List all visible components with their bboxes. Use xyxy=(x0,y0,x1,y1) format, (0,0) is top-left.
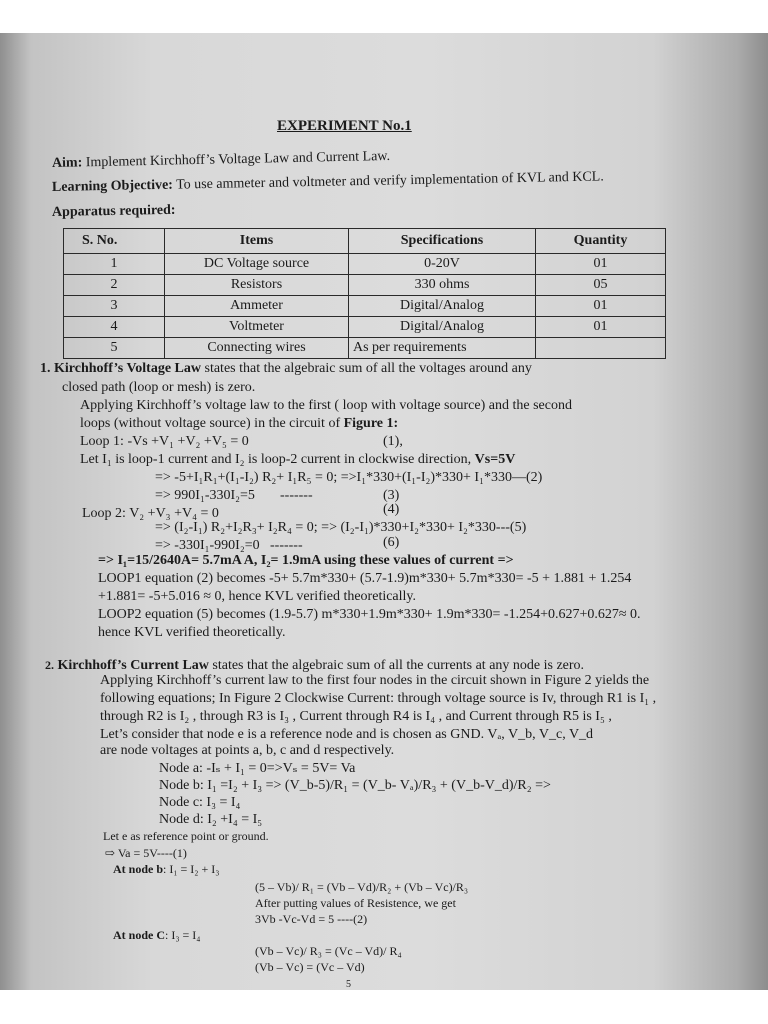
cell-spec: Digital/Analog xyxy=(349,296,536,317)
table-row xyxy=(64,317,666,338)
loop1-equation: Loop 1: -Vs +V₁ +V₂ +V₅ = 0 xyxy=(80,434,249,449)
kvl-number: 1. xyxy=(40,361,51,376)
cell-spec: As per requirements xyxy=(349,338,536,359)
node-a-equation: Node a: -Iₛ + I₁ = 0=>Vₛ = 5V= Va xyxy=(159,761,356,776)
at-node-b-equation: : I₁ = I₂ + I₃ xyxy=(163,862,220,876)
at-node-b-line xyxy=(113,861,219,877)
reference-point: Let e as reference point or ground. xyxy=(103,829,269,843)
figure-1-ref: Figure 1 xyxy=(343,416,394,431)
cell-sno: 1 xyxy=(64,254,165,275)
cell-item: Voltmeter xyxy=(165,317,349,338)
equation-6-dash: ------- xyxy=(270,538,303,553)
kcl-para-3: through R2 is I₂ , through R3 is I₃ , Current through R4 is I₄ , and Current through R5 is I₅ , xyxy=(100,709,612,724)
aim-text: Implement Kirchhoff’s Voltage Law and Current Law. xyxy=(85,148,391,171)
table-row xyxy=(64,254,666,275)
cell-qty: 01 xyxy=(536,254,666,275)
kvl-heading: Kirchhoff’s Voltage Law xyxy=(54,361,201,376)
node-b-equation: Node b: I₁ =I₂ + I₃ => (V_b-5)/R₁ = (V_b- Vₐ)/R₃ + (V_b-V_d)/R₂ => xyxy=(159,778,551,793)
vs-value: Vs=5V xyxy=(474,452,516,467)
loop2-equation: Loop 2: V₂ +V₃ +V₄ = 0 xyxy=(82,506,219,521)
document-page xyxy=(0,33,768,990)
kcl-para-2: following equations; In Figure 2 Clockwise Current: through voltage source is Iv, through R1 is I₁ , xyxy=(100,691,657,706)
table-row xyxy=(64,275,666,296)
header-sno: S. No. xyxy=(64,229,165,254)
objective-text: To use ammeter and voltmeter and verify implementation of KVL and KCL. xyxy=(175,169,604,193)
page-number: 5 xyxy=(346,979,351,990)
let-text: Let I₁ is loop-1 current and I₂ is loop-2 current in clockwise direction, xyxy=(80,452,472,467)
experiment-title: EXPERIMENT No.1 xyxy=(277,118,412,134)
cell-sno: 3 xyxy=(64,296,165,317)
loop2-number: (4) xyxy=(383,502,400,517)
kcl-para-4: Let’s consider that node e is a reference node and is chosen as GND. Vₐ, V_b, V_c, V_d xyxy=(100,727,594,742)
header-quantity: Quantity xyxy=(536,229,666,254)
cell-sno: 4 xyxy=(64,317,165,338)
node-d-equation: Node d: I₂ +I₄ = I₅ xyxy=(159,812,263,827)
cell-qty: 01 xyxy=(536,296,666,317)
aim-line xyxy=(52,149,390,172)
cell-item: Connecting wires xyxy=(165,338,349,359)
node-c-equation: Node c: I₃ = I₄ xyxy=(159,795,241,810)
cell-qty: 05 xyxy=(536,275,666,296)
kvl-verified: hence KVL verified theoretically. xyxy=(98,625,286,640)
equation-5: => (I₂-I₁) R₂+I₂R₃+ I₂R₄ = 0; => (I₂-I₁)*330+I₂*330+ I₂*330---(5) xyxy=(155,520,527,535)
kcl-number: 2. xyxy=(45,658,54,672)
node-b-expansion: (5 – Vb)/ R₁ = (Vb – Vd)/R₂ + (Vb – Vc)/R₃ xyxy=(255,880,469,894)
objective-line xyxy=(52,169,604,196)
at-node-c-label: At node C xyxy=(113,928,166,942)
loop1-check-1: LOOP1 equation (2) becomes -5+ 5.7m*330+ (5.7-1.9)m*330+ 5.7m*330= -5 + 1.881 + 1.254 xyxy=(98,571,632,586)
after-putting-values: After putting values of Resistence, we get xyxy=(255,896,456,910)
cell-item: DC Voltage source xyxy=(165,254,349,275)
let-line xyxy=(80,452,515,468)
cell-qty xyxy=(536,338,666,359)
loop1-number: (1), xyxy=(383,434,403,449)
cell-spec: 0-20V xyxy=(349,254,536,275)
kvl-intro-1: states that the algebraic sum of all the voltages around any xyxy=(204,361,532,376)
cell-item: Resistors xyxy=(165,275,349,296)
kvl-apply-2: loops (without voltage source) in the circuit of xyxy=(80,416,341,431)
equation-3: => 990I₁-330I₂=5 xyxy=(155,488,255,503)
objective-label: Learning Objective: xyxy=(51,177,174,195)
table-row xyxy=(64,338,666,359)
table-header-row xyxy=(64,229,666,254)
kcl-intro: states that the algebraic sum of all the currents at any node is zero. xyxy=(212,658,585,673)
equation-3-dash: ------- xyxy=(280,488,313,503)
node-c-expansion-2: (Vb – Vc) = (Vc – Vd) xyxy=(255,960,365,974)
kvl-apply-2-line: loops (without voltage source) in the circuit of Figure 1: xyxy=(80,416,399,431)
node-c-expansion-1: (Vb – Vc)/ R₃ = (Vc – Vd)/ R₄ xyxy=(255,944,402,958)
va-equation: ⇨ Va = 5V----(1) xyxy=(105,846,187,860)
header-items: Items xyxy=(165,229,349,254)
equation-node-b-result: 3Vb -Vc-Vd = 5 ----(2) xyxy=(255,912,368,926)
kcl-heading: Kirchhoff’s Current Law xyxy=(57,658,209,673)
aim-label: Aim: xyxy=(51,155,83,171)
at-node-c-equation: : I₃ = I₄ xyxy=(165,928,201,942)
loop1-check-2: +1.881= -5+5.016 ≈ 0, hence KVL verified theoretically. xyxy=(98,589,417,604)
kcl-heading-line xyxy=(45,657,584,674)
apparatus-label: Apparatus required: xyxy=(51,202,176,220)
apparatus-table xyxy=(63,228,666,359)
equation-6-number: (6) xyxy=(383,535,400,550)
current-result: => I₁=15/2640A= 5.7mA A, I₂= 1.9mA using these values of current => xyxy=(98,553,514,568)
equation-3-number: (3) xyxy=(383,488,400,503)
at-node-b-label: At node b xyxy=(113,862,164,876)
at-node-c-line xyxy=(113,927,200,943)
cell-spec: 330 ohms xyxy=(349,275,536,296)
kcl-para-1: Applying Kirchhoff’s current law to the first four nodes in the circuit shown in Figure 2 yields the xyxy=(100,673,650,688)
kvl-heading-line xyxy=(40,361,532,377)
kcl-para-5: are node voltages at points a, b, c and d respectively. xyxy=(100,743,395,758)
cell-sno: 2 xyxy=(64,275,165,296)
equation-2: => -5+I₁R₁+(I₁-I₂) R₂+ I₁R₅ = 0; =>I₁*330+(I₁-I₂)*330+ I₁*330—(2) xyxy=(155,470,543,485)
cell-item: Ammeter xyxy=(165,296,349,317)
loop2-check: LOOP2 equation (5) becomes (1.9-5.7) m*330+1.9m*330+ 1.9m*330= -1.254+0.627+0.627≈ 0. xyxy=(98,607,641,622)
header-specifications: Specifications xyxy=(349,229,536,254)
kvl-apply-1: Applying Kirchhoff’s voltage law to the first ( loop with voltage source) and the second xyxy=(80,398,572,413)
kvl-intro-2: closed path (loop or mesh) is zero. xyxy=(62,380,256,395)
table-row xyxy=(64,296,666,317)
cell-qty: 01 xyxy=(536,317,666,338)
equation-6: => -330I₁-990I₂=0 xyxy=(155,538,260,553)
cell-sno: 5 xyxy=(64,338,165,359)
cell-spec: Digital/Analog xyxy=(349,317,536,338)
